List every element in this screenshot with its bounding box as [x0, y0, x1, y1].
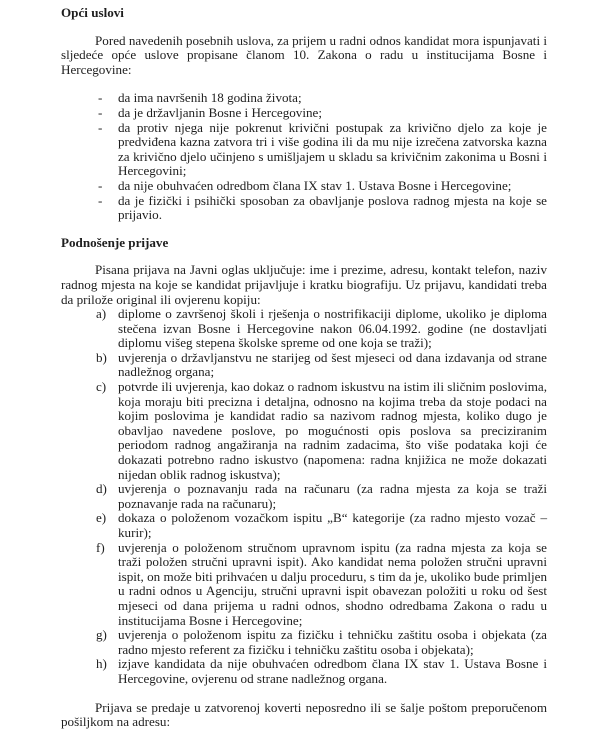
- list-marker: d): [96, 481, 107, 497]
- list-marker: c): [96, 379, 107, 395]
- list-marker: -: [98, 119, 103, 135]
- application-intro: Pisana prijava na Javni oglas uključuje: ime i prezime, adresu, kontakt telefon, naziv radnog mjesta na koje se kandidat prijavljuje i kratku biografiju. Uz prijavu, kandidati treba da prilože original ili ovjerenu kopiju:: [61, 262, 547, 307]
- list-marker: -: [98, 177, 103, 193]
- list-item: [96, 627, 547, 657]
- list-marker: b): [96, 349, 107, 365]
- list-item: [98, 177, 547, 194]
- list-item-text: uvjerenja o državljanstvu ne starijeg od šest mjeseci od dana izdavanja od strane nadležnog organa;: [118, 349, 547, 380]
- list-item: [96, 349, 547, 380]
- list-marker: -: [98, 90, 103, 106]
- list-marker: g): [96, 627, 107, 643]
- submission-instructions: Prijava se predaje u zatvorenoj koverti neposredno ili se šalje poštom preporučenom pošiljkom na adresu:: [61, 699, 547, 730]
- list-item-text: da nije obuhvaćen odredbom člana IX stav 1. Ustava Bosne i Hercegovine;: [118, 177, 512, 193]
- list-item-text: uvjerenja o položenom ispitu za fizičku i tehničku zaštitu osoba i objekata (za radno mjesto referent za fizičku i tehničku zaštitu osoba i objekata);: [118, 627, 547, 657]
- general-conditions-intro: Pored navedenih posebnih uslova, za prijem u radni odnos kandidat mora ispunjavati i sljedeće opće uslove propisane članom 10. Zakona o radu u institucijama Bosne i Hercegovine:: [61, 32, 547, 77]
- list-item: [98, 119, 547, 179]
- general-conditions-list: [61, 91, 547, 222]
- list-marker: -: [98, 192, 103, 208]
- list-item-text: da je fizički i psihički sposoban za obavljanje poslova radnog mjesta na koje se prijavio.: [118, 192, 547, 223]
- list-item-text: diplome o završenoj školi i rješenja o nostrifikaciji diplome, ukoliko je diploma stečena izvan Bosne i Hercegovine nakon 06.04.1992. godine (ne dostavljati diplomu višeg stepena školske spreme od one koja se traži);: [118, 306, 547, 351]
- list-marker: h): [96, 656, 107, 672]
- list-item-text: izjave kandidata da nije obuhvaćen odredbom člana IX stav 1. Ustava Bosne i Hercegovine, ovjerenu od strane nadležnog organa.: [118, 656, 547, 686]
- list-item: [96, 656, 547, 686]
- list-item: [96, 306, 547, 351]
- list-item-text: da protiv njega nije pokrenut krivični postupak za krivično djelo za koje je predviđena kazna zatvora tri i više godina ili da mu nije izrečena zatvorska kazna za krivično djelo učinjeno s umišljajem u skladu sa krivičnim zakonima u Bosni i Hercegovini;: [118, 119, 547, 179]
- list-item: [96, 481, 547, 511]
- list-item: [96, 510, 547, 540]
- list-item: [96, 539, 547, 629]
- list-item: [98, 192, 547, 223]
- list-marker: e): [96, 510, 107, 526]
- list-marker: a): [96, 306, 107, 322]
- list-item-text: da ima navršenih 18 godina života;: [118, 90, 302, 106]
- section-heading-application-submission: Podnošenje prijave: [61, 234, 169, 250]
- list-item-text: uvjerenja o položenom stručnom upravnom ispitu (za radna mjesta za koja se traži položen stručni upravni ispit). Ako kandidat nema položen stručni upravni ispit, on može biti prihvaćen u dalju proceduru, s tim da je, ukoliko bude primljen u radni odnos u Agenciju, stručni upravni ispit obavezan položiti u roku od šest mjeseci od dana prijema u radni odnos, shodno odredbama Zakona o radu u institucijama Bosne i Hercegovine;: [118, 539, 547, 628]
- list-item-text: uvjerenja o poznavanju rada na računaru (za radna mjesta za koja se traži poznavanje rada na računaru);: [118, 481, 547, 511]
- list-item: [98, 104, 547, 121]
- list-marker: f): [96, 539, 105, 555]
- list-item: [98, 90, 547, 106]
- list-item-text: da je državljanin Bosne i Hercegovine;: [118, 104, 322, 120]
- section-heading-general-conditions: Opći uslovi: [61, 5, 124, 20]
- list-item: [96, 379, 547, 482]
- required-documents-list: [61, 307, 547, 686]
- list-item-text: dokaza o položenom vozačkom ispitu „B“ kategorije (za radno mjesto vozač – kurir);: [118, 510, 547, 540]
- list-item-text: potvrde ili uvjerenja, kao dokaz o radnom iskustvu na istim ili sličnim poslovima, koja moraju biti precizna i detaljna, odnosno na kojima treba da stoje podaci na kojim poslovima je kandidat radio sa nazivom radnog mjesta, koliko dugo je obavljao navedene poslove, po mogućnosti opis poslova sa preciziranim periodom radnog angažiranja na radnim zadacima, što više podataka koji će dokazati potrebno radno iskustvo (napomena: radna knjižica ne može dokazati nijedan oblik radnog iskustva);: [118, 379, 547, 482]
- list-marker: -: [98, 104, 103, 120]
- document-page: [61, 6, 547, 730]
